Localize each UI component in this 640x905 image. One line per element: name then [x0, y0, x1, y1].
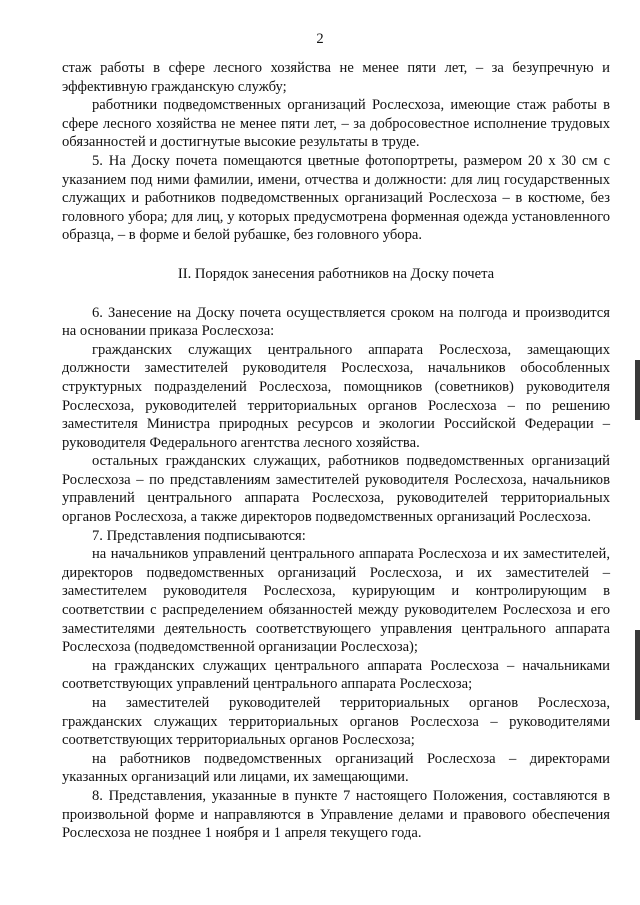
paragraph-item-7-territorial: на заместителей руководителей территориальных органов Рослесхоза, гражданских служащих территориальных органов Рослесхоза – руководителями соответствующих территориальных органов Рослесхоза;: [62, 695, 610, 749]
paragraph-item-6: 6. Занесение на Доску почета осуществляется сроком на полгода и производится на основании приказа Рослесхоза:: [62, 304, 610, 340]
paragraph-item-6-other-staff: остальных гражданских служащих, работников подведомственных организаций Рослесхоза – по представлениям заместителей руководителя Рослесхоза, начальников управлений центрального аппарата Рослесхоза, руководителей территориальных органов Рослесхоза, а также директоров подведомственных организаций Рослесхоза.: [62, 453, 610, 526]
scan-edge-mark: [635, 360, 640, 420]
scan-edge-mark: [635, 630, 640, 720]
paragraph-item-8: 8. Представления, указанные в пункте 7 настоящего Положения, составляются в произвольной форме и направляются в Управление делами и правового обеспечения Рослесхоза не позднее 1 ноября и 1 апреля текущего года.: [62, 787, 610, 842]
paragraph-employees: работники подведомственных организаций Рослесхоза, имеющие стаж работы в сфере лесного хозяйства не менее пяти лет, – за добросовестное исполнение трудовых обязанностей и достигнутые высокие результаты в труде.: [62, 97, 610, 151]
paragraph-item-7: 7. Представления подписываются:: [92, 527, 306, 544]
section-heading: II. Порядок занесения работников на Доску почета: [177, 265, 495, 282]
paragraph-continuation: стаж работы в сфере лесного хозяйства не менее пяти лет, – за безупречную и эффективную гражданскую службу;: [62, 60, 610, 95]
paragraph-item-7-organizations: на работников подведомственных организаций Рослесхоза – директорами указанных организаций или лицами, их замещающими.: [62, 750, 610, 786]
paragraph-item-5: 5. На Доску почета помещаются цветные фотопортреты, размером 20 х 30 см с указанием под ними фамилии, имени, отчества и должности: для лиц государственных служащих и работников подведомственных организаций Рослесхоза – в костюме, без головного убора; для лиц, у которых предусмотрена форменная одежда установленного образца, – в форме и белой рубашке, без головного убора.: [62, 152, 610, 244]
paragraph-item-6-central-staff: гражданских служащих центрального аппарата Рослесхоза, замещающих должности заместителей руководителя Рослесхоза, начальников обособленных структурных подразделений Рослесхоза, помощников (советников) руководителя Рослесхоза, руководителей территориальных органов Рослесхоза – по решению заместителя Министра природных ресурсов и экологии Российской Федерации – руководителя Федерального агентства лесного хозяйства.: [62, 341, 610, 451]
paragraph-item-7-central-staff: на гражданских служащих центрального аппарата Рослесхоза – начальниками соответствующих управлений центрального аппарата Рослесхоза;: [62, 657, 610, 693]
paragraph-item-7-heads: на начальников управлений центрального аппарата Рослесхоза и их заместителей, директоров подведомственных организаций Рослесхоза, и их заместителей – заместителем руководителя Рослесхоза, курирующим и контролирующим в соответствии с распределением обязанностей между руководителем Рослесхоза и его заместителями деятельность соответствующего управления центрального аппарата Рослесхоза (подведомственной организации Рослесхоза);: [62, 546, 610, 656]
page-number: 2: [316, 31, 324, 47]
document-body: [62, 59, 610, 843]
